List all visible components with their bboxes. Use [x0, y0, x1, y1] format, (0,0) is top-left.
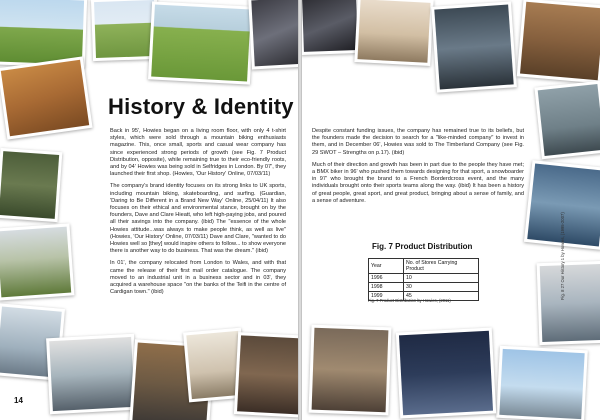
right-body-text [312, 128, 524, 210]
photo-team-on-grass [148, 1, 254, 84]
photo-street-scene [248, 0, 298, 69]
table-header-cell: No. of Stores Carrying Product [404, 259, 479, 274]
photo-car-interior [302, 0, 361, 55]
table-header-cell: Year [369, 259, 404, 274]
photo-shop-interior [234, 332, 298, 418]
page-title: History & Identity [108, 94, 294, 119]
table-cell: 1998 [369, 283, 404, 292]
product-distribution-table [368, 258, 479, 301]
photo-office [537, 261, 600, 345]
table-header-row [369, 259, 479, 274]
table-cell: 1996 [369, 274, 404, 283]
page-number: 14 [14, 396, 23, 405]
table-cell: 10 [404, 274, 479, 283]
table-row [369, 283, 479, 292]
photo-bikes-on-wall [517, 0, 600, 84]
photo-tent-night [396, 328, 496, 419]
photo-forest-bikes [0, 148, 62, 222]
right-page [302, 0, 600, 420]
photo-bmx-jump [496, 346, 588, 420]
right-paragraph-1: Despite constant funding issues, the company has remained true to its beliefs, but the founders made the decision to search for a "like-minded company" to invest in them, and in December 06', Howies was sold to The Timberland Company (see Fig. 29 SWOT – Strengths on p.17). (ibid) [312, 128, 524, 156]
figure-caption: Fig. 7 Product Distribution by Howies, (2011) [368, 298, 451, 303]
photo-bmx-rider [354, 0, 433, 66]
photo-portrait [431, 1, 517, 92]
right-paragraph-2: Much of their direction and growth has been in part due to the people they have met; a BMX biker in 96' who pushed them towards designing for that sport, a snowboarder in 97' who brought the brand to a French Borderdcross event, and the many individuals brought onto their sports teams along the way. (ibid) It has been a history of great people, great sport, and great product, bringing about a sense of family, and a sense of adventure. [312, 161, 524, 204]
table-row [369, 274, 479, 283]
left-page [0, 0, 298, 420]
left-paragraph-1: Back in 95', Howies began on a living room floor, with only 4 t-shirt styles, which were sold through a mountain biking enthusiasts magazine. This, once small, sports and casual wear company has since experienced strong periods of growth (see Fig. 7 Product Distribution, opposite), while remaining true to their eco-friendly roots, and by 04' Howies was being sold in Selfridges in London. By 07', they launched their first shop. (Howies, 'Our History' Online, 07/03/11) [110, 128, 286, 178]
photo-crowd [308, 325, 391, 416]
left-paragraph-2: The company's brand identity focuses on its strong links to UK sports, including mountain biking, skateboarding, and surfing. (Guardian, 'Daring to Be Different in a Brand New Way' Online, 25/04/11) It also focuses on their ethical and environmental stance, brought on by the founders, Dave and Clare Hieatt, who left high-paying jobs, and poured all their savings into the company. (ibid) The "essence of the whole Howies attitude...was always to make people think, as well as live" (Howies, 'Our History' Online, 07/03/11) Dave and Clare, "wanted to do Howies well so [they] would inspire others to follow... to show everyone there is another way to do business. That was the dream." (ibid) [110, 183, 287, 255]
photo-group-outdoor [534, 81, 600, 160]
left-body-text [110, 128, 286, 301]
table-cell: 30 [404, 283, 479, 292]
photo-mountain-biker [0, 56, 93, 139]
table-cell: 45 [404, 292, 479, 301]
figure-title: Fig. 7 Product Distribution [372, 242, 473, 251]
photo-tipi-tent [0, 223, 74, 300]
side-figure-caption: Fig. 8 27 Our History 1 by Howies, (1995-2007) [560, 212, 565, 300]
left-paragraph-3: In 01', the company relocated from London to Wales, and with that came the release of their first mail order catalogue. The company moved to an industrial unit in a business sector and in 03', they acquired a warehouse space "on the banks of the Teifi in the centre of Cardigan town." (ibid) [110, 260, 286, 296]
table-cell: 1999 [369, 292, 404, 301]
photo-warehouse-desk [46, 334, 138, 415]
